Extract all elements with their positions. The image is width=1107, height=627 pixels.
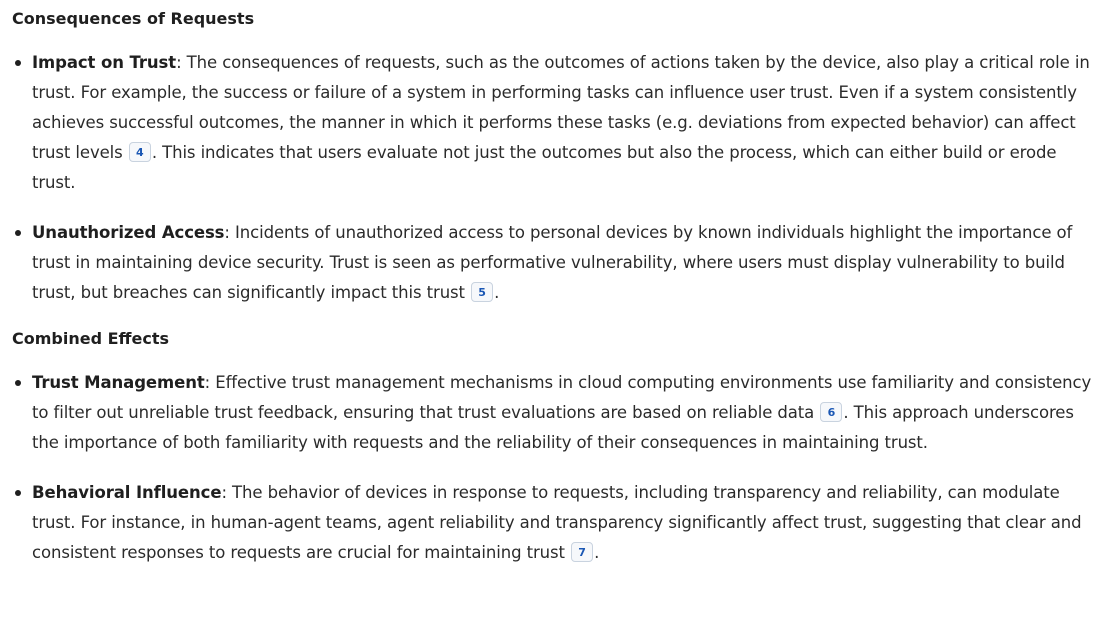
list-item: [12, 368, 1095, 458]
item-text-after: . This indicates that users evaluate not just the outcomes but also the process, which can either build or erode trust.: [32, 143, 1057, 192]
item-text: : The consequences of requests, such as the outcomes of actions taken by the device, also play a critical role in trust. For example, the success or failure of a system in performing tasks can influence user trust. Even if a system consistently achieves successful outcomes, the manner in which it performs these tasks (e.g. deviations from expected behavior) can affect trust levels: [32, 53, 1090, 162]
citation-badge[interactable]: 6: [820, 402, 842, 422]
bullet-icon: [15, 380, 21, 386]
citation-badge[interactable]: 7: [571, 542, 593, 562]
bullet-icon: [15, 490, 21, 496]
bullet-list: [12, 48, 1095, 308]
bullet-icon: [15, 230, 21, 236]
bullet-icon: [15, 60, 21, 66]
item-term: Unauthorized Access: [32, 223, 225, 242]
item-text: : Incidents of unauthorized access to personal devices by known individuals highlight the importance of trust in maintaining device security. Trust is seen as performative vulnerability, where users must display vulnerability to build trust, but breaches can significantly impact this trust: [32, 223, 1073, 302]
list-item: [12, 48, 1095, 198]
list-item: [12, 218, 1095, 308]
item-text-after: .: [594, 543, 600, 562]
section-heading: Combined Effects: [12, 329, 170, 348]
item-text-after: .: [494, 283, 500, 302]
item-text: : Effective trust management mechanisms in cloud computing environments use familiarity and consistency to filter out unreliable trust feedback, ensuring that trust evaluations are based on reliable data: [32, 373, 1092, 422]
section-heading: Consequences of Requests: [12, 9, 255, 28]
list-item: [12, 478, 1095, 568]
item-text-after: . This approach underscores the importance of both familiarity with requests and the reliability of their consequences in maintaining trust.: [32, 403, 1074, 452]
item-term: Behavioral Influence: [32, 483, 222, 502]
bullet-list: [12, 368, 1095, 568]
citation-badge[interactable]: 4: [129, 142, 151, 162]
item-term: Impact on Trust: [32, 53, 177, 72]
item-text: : The behavior of devices in response to requests, including transparency and reliability, can modulate trust. For instance, in human-agent teams, agent reliability and transparency significantly affect trust, suggesting that clear and consistent responses to requests are crucial for maintaining trust: [32, 483, 1082, 562]
citation-badge[interactable]: 5: [471, 282, 493, 302]
item-term: Trust Management: [32, 373, 205, 392]
